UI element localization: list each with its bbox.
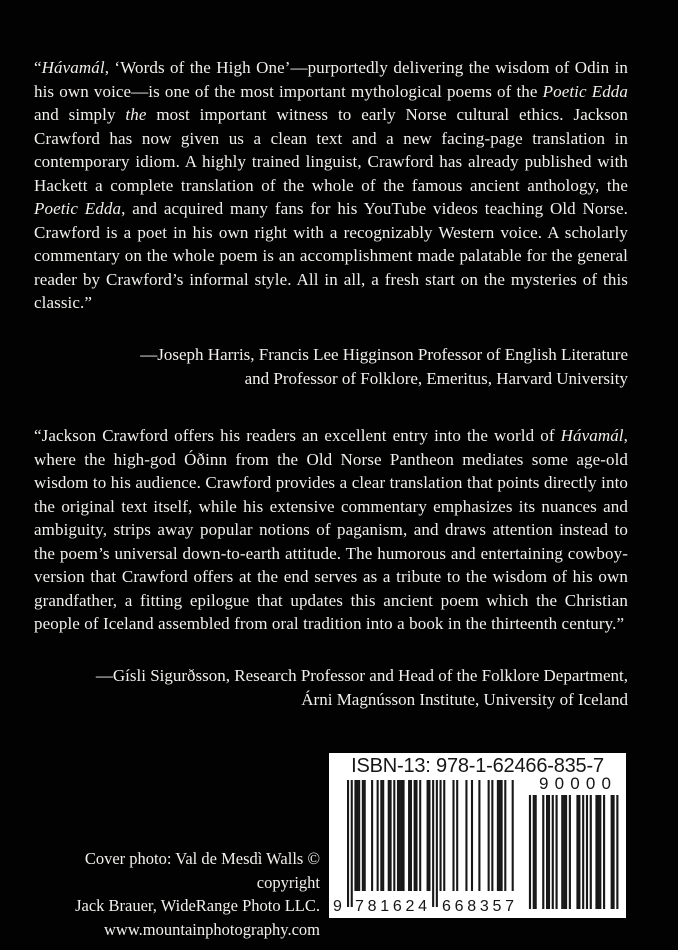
blurb-1-attribution: [34, 343, 628, 391]
text-line: Cover photo: Val de Mesdì Walls © copyright: [84, 849, 320, 892]
isbn-barcode-box: [329, 753, 626, 918]
blurb-section-1: [34, 56, 628, 391]
text-line: —Gísli Sigurðsson, Research Professor and Head of the Folklore Department,: [95, 665, 628, 685]
text-line: —Joseph Harris, Francis Lee Higginson Professor of English Literature: [140, 344, 628, 364]
cover-photo-credit: [34, 847, 320, 941]
svg-text:781624: 781624: [355, 898, 427, 915]
svg-text:668357: 668357: [442, 898, 514, 915]
text-line: and Professor of Folklore, Emeritus, Harvard University: [244, 368, 628, 388]
isbn-label: ISBN-13: 978-1-62466-835-7: [351, 755, 604, 777]
blurb-section-2: [34, 424, 628, 712]
ean13-barcode: [329, 753, 626, 918]
svg-text:90000: 90000: [539, 774, 611, 793]
blurb-1-text: “Hávamál, ‘Words of the High One’—purportedly delivering the wisdom of Odin in his own voice—is one of the most important mythological poems of the Poetic Edda and simply the most important witness to early Norse cultural ethics. Jackson Crawford has now given us a clean text and a new facing-page translation in contemporary idiom. A highly trained linguist, Crawford has already published with Hackett a complete translation of the whole of the famous ancient anthology, the Poetic Edda, and acquired many fans for his YouTube videos teaching Old Norse. Crawford is a poet in his own right with a recognizably Western voice. A scholarly commentary on the whole poem is an accomplishment made palatable for the general reader by Crawford’s informal style. All in all, a fresh start on the mysteries of this classic.”: [34, 58, 628, 312]
text-line: Árni Magnússon Institute, University of Iceland: [301, 689, 628, 709]
svg-text:9: 9: [333, 898, 342, 915]
text-line: Jack Brauer, WideRange Photo LLC.: [75, 896, 320, 916]
blurb-2-text: “Jackson Crawford offers his readers an excellent entry into the world of Hávamál, where the high-god Óðinn from the Old Norse Pantheon mediates some age-old wisdom to his audience. Crawford provides a clear translation that points directly into the original text itself, while his extensive commentary emphasizes its nuances and ambiguity, strips away popular notions of paganism, and draws attention instead to the poem’s universal down-to-earth attitude. The humorous and entertaining cowboy-version that Crawford offers at the end serves as a tribute to the wisdom of his own grandfather, a fitting epilogue that updates this ancient poem which the Christian people of Iceland assembled from oral tradition into a book in the thirteenth century.”: [34, 426, 628, 633]
text-line: www.mountainphotography.com: [104, 919, 320, 939]
blurb-2-attribution: [34, 664, 628, 712]
